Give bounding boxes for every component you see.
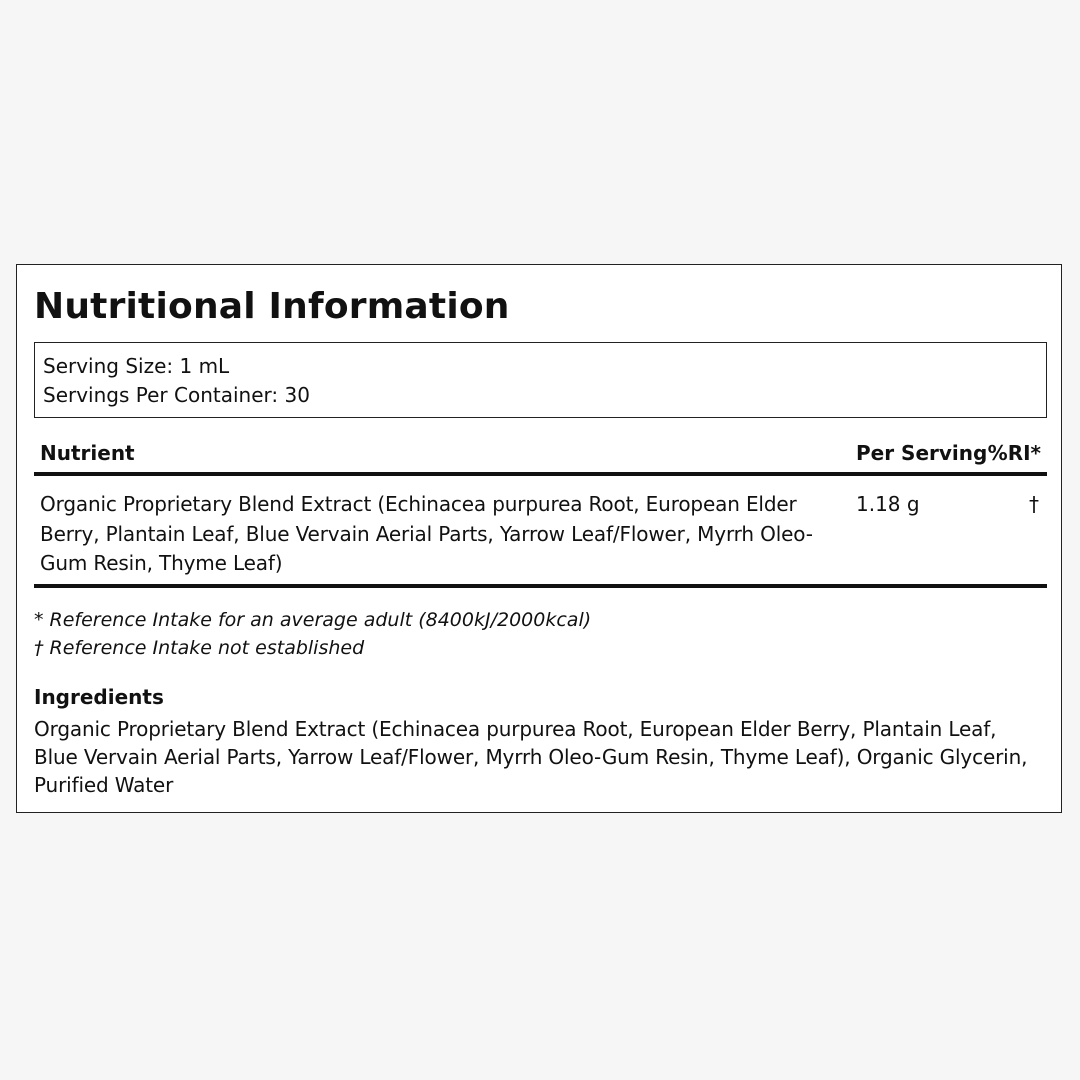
header-divider [34,472,1047,476]
table-header [34,435,1047,471]
nutrient-name: Organic Proprietary Blend Extract (Echinacea purpurea Root, European Elder Berry, Plantain Leaf, Blue Vervain Aerial Parts, Yarrow Leaf/Flower, Myrrh Oleo-Gum Resin, Thyme Leaf) [40,492,813,575]
serving-info-box [34,342,1047,418]
per-serving-column-header: Per Serving [856,441,988,465]
footnotes [34,606,591,662]
ingredients-heading: Ingredients [34,685,164,709]
footnote-not-established: † Reference Intake not established [34,637,365,659]
ri-value: † [1029,492,1039,516]
panel-title: Nutritional Information [34,286,510,327]
servings-per-container: Servings Per Container: 30 [43,383,310,407]
nutrient-column-header: Nutrient [40,441,135,465]
nutrition-panel [16,264,1062,813]
per-serving-amount: 1.18 g [856,492,920,516]
serving-size: Serving Size: 1 mL [43,354,230,378]
footnote-reference-intake: * Reference Intake for an average adult (8400kJ/2000kcal) [34,609,592,631]
ri-column-header: %RI* [987,441,1041,465]
ingredients-text: Organic Proprietary Blend Extract (Echinacea purpurea Root, European Elder Berry, Plantain Leaf, Blue Vervain Aerial Parts, Yarrow Leaf/Flower, Myrrh Oleo-Gum Resin, Thyme Leaf), Organic Glycerin, Purified Water [34,717,1028,797]
table-bottom-divider [34,584,1047,588]
